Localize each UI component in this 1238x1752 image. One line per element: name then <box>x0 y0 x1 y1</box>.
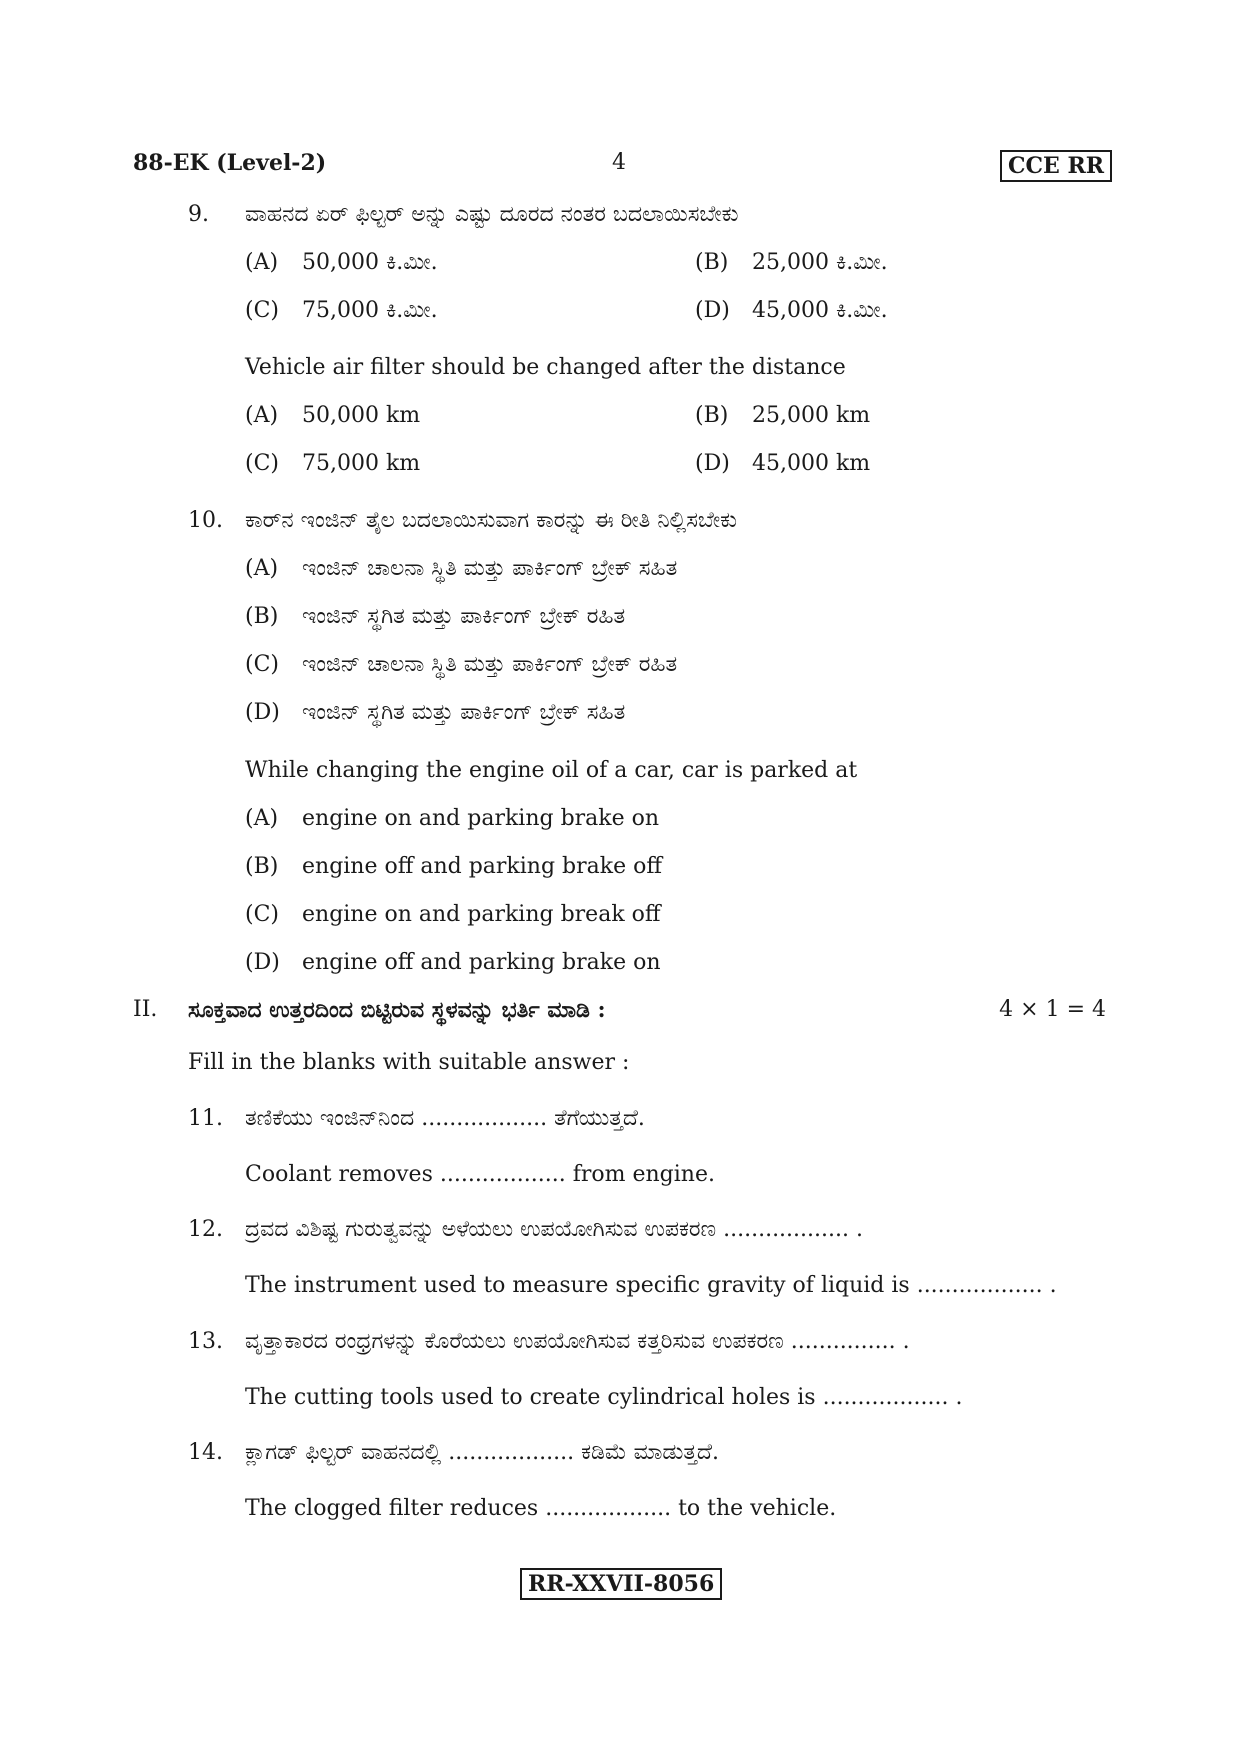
q12-number: 12. <box>188 1217 223 1242</box>
q10-kn-option-b-label: (B) <box>245 604 279 629</box>
q9-en-option-a-label: (A) <box>245 403 279 428</box>
q10-kn-option-c-label: (C) <box>245 652 279 677</box>
q13-kn: ವೃತ್ತಾಕಾರದ ರಂಧ್ರಗಳನ್ನು ಕೊರೆಯಲು ಉಪಯೋಗಿಸುವ ಕತ್ತರಿಸುವ ಉಪಕರಣ ............... . <box>245 1329 910 1354</box>
q13-en: The cutting tools used to create cylindrical holes is .................. . <box>245 1385 963 1410</box>
q10-kn-option-d-label: (D) <box>245 700 280 725</box>
q10-en-option-a-label: (A) <box>245 806 279 831</box>
q10-en-option-b: engine off and parking brake off <box>302 854 662 879</box>
q9-en-question: Vehicle air filter should be changed after the distance <box>245 355 846 380</box>
q14-kn: ಕ್ಲಾಗಡ್ ಫಿಲ್ಟರ್ ವಾಹನದಲ್ಲಿ .................. ಕಡಿಮೆ ಮಾಡುತ್ತದೆ. <box>245 1440 719 1465</box>
q10-en-option-b-label: (B) <box>245 854 279 879</box>
q10-kn-option-b: ಇಂಜಿನ್ ಸ್ಥಗಿತ ಮತ್ತು ಪಾರ್ಕಿಂಗ್ ಬ್ರೇಕ್ ರಹಿತ <box>302 604 626 629</box>
q10-en-option-c: engine on and parking break off <box>302 902 661 927</box>
q11-en: Coolant removes .................. from engine. <box>245 1162 715 1187</box>
section-2-en-instruction: Fill in the blanks with suitable answer : <box>188 1050 630 1075</box>
section-2-marks: 4 × 1 = 4 <box>999 997 1106 1022</box>
q9-kn-option-a: 50,000 ಕಿ.ಮೀ. <box>302 250 438 275</box>
q10-en-option-a: engine on and parking brake on <box>302 806 660 831</box>
q9-kn-option-b-label: (B) <box>695 250 729 275</box>
q10-en-question: While changing the engine oil of a car, car is parked at <box>245 758 858 783</box>
q9-number: 9. <box>188 202 209 227</box>
q9-en-option-d: 45,000 km <box>752 451 871 476</box>
q9-kn-option-b: 25,000 ಕಿ.ಮೀ. <box>752 250 888 275</box>
q9-en-option-c-label: (C) <box>245 451 279 476</box>
q12-en: The instrument used to measure specific gravity of liquid is .................. . <box>245 1273 1057 1298</box>
q9-kn-option-c-label: (C) <box>245 298 279 323</box>
q10-number: 10. <box>188 508 223 533</box>
q9-en-option-a: 50,000 km <box>302 403 421 428</box>
q10-kn-question: ಕಾರ್‌ನ ಇಂಜಿನ್ ತೈಲ ಬದಲಾಯಿಸುವಾಗ ಕಾರನ್ನು ಈ ರೀತಿ ನಿಲ್ಲಿಸಬೇಕು <box>245 508 738 533</box>
footer-code-box: RR-XXVII-8056 <box>520 1568 722 1600</box>
q10-kn-option-a-label: (A) <box>245 556 279 581</box>
q9-kn-option-a-label: (A) <box>245 250 279 275</box>
q13-number: 13. <box>188 1329 223 1354</box>
board-code-box: CCE RR <box>1000 150 1112 182</box>
q9-en-option-b: 25,000 km <box>752 403 871 428</box>
q10-en-option-d: engine off and parking brake on <box>302 950 661 975</box>
q9-en-option-c: 75,000 km <box>302 451 421 476</box>
q14-number: 14. <box>188 1440 223 1465</box>
q11-number: 11. <box>188 1106 223 1131</box>
q11-kn: ತಣಿಕೆಯು ಇಂಜಿನ್‌ನಿಂದ .................. ತೆಗೆಯುತ್ತದೆ. <box>245 1106 645 1131</box>
q10-en-option-d-label: (D) <box>245 950 280 975</box>
q9-en-option-b-label: (B) <box>695 403 729 428</box>
q9-kn-option-d: 45,000 ಕಿ.ಮೀ. <box>752 298 888 323</box>
section-2-number: II. <box>133 997 158 1022</box>
q10-kn-option-a: ಇಂಜಿನ್ ಚಾಲನಾ ಸ್ಥಿತಿ ಮತ್ತು ಪಾರ್ಕಿಂಗ್ ಬ್ರೇಕ್ ಸಹಿತ <box>302 556 678 581</box>
q10-en-option-c-label: (C) <box>245 902 279 927</box>
q14-en: The clogged filter reduces .................. to the vehicle. <box>245 1496 837 1521</box>
paper-code: 88-EK (Level-2) <box>133 150 327 176</box>
q10-kn-option-d: ಇಂಜಿನ್ ಸ್ಥಗಿತ ಮತ್ತು ಪಾರ್ಕಿಂಗ್ ಬ್ರೇಕ್ ಸಹಿತ <box>302 700 626 725</box>
q9-kn-question: ವಾಹನದ ಏರ್ ಫಿಲ್ಟರ್ ಅನ್ನು ಎಷ್ಟು ದೂರದ ನಂತರ ಬದಲಾಯಿಸಬೇಕು <box>245 202 739 227</box>
q9-kn-option-c: 75,000 ಕಿ.ಮೀ. <box>302 298 438 323</box>
q12-kn: ದ್ರವದ ವಿಶಿಷ್ಟ ಗುರುತ್ವವನ್ನು ಅಳೆಯಲು ಉಪಯೋಗಿಸುವ ಉಪಕರಣ .................. . <box>245 1217 863 1242</box>
q9-kn-option-d-label: (D) <box>695 298 730 323</box>
section-2-kn-instruction: ಸೂಕ್ತವಾದ ಉತ್ತರದಿಂದ ಬಿಟ್ಟಿರುವ ಸ್ಥಳವನ್ನು ಭರ್ತಿ ಮಾಡಿ : <box>188 997 606 1023</box>
q9-en-option-d-label: (D) <box>695 451 730 476</box>
q10-kn-option-c: ಇಂಜಿನ್ ಚಾಲನಾ ಸ್ಥಿತಿ ಮತ್ತು ಪಾರ್ಕಿಂಗ್ ಬ್ರೇಕ್ ರಹಿತ <box>302 652 678 677</box>
page-number: 4 <box>612 150 626 175</box>
